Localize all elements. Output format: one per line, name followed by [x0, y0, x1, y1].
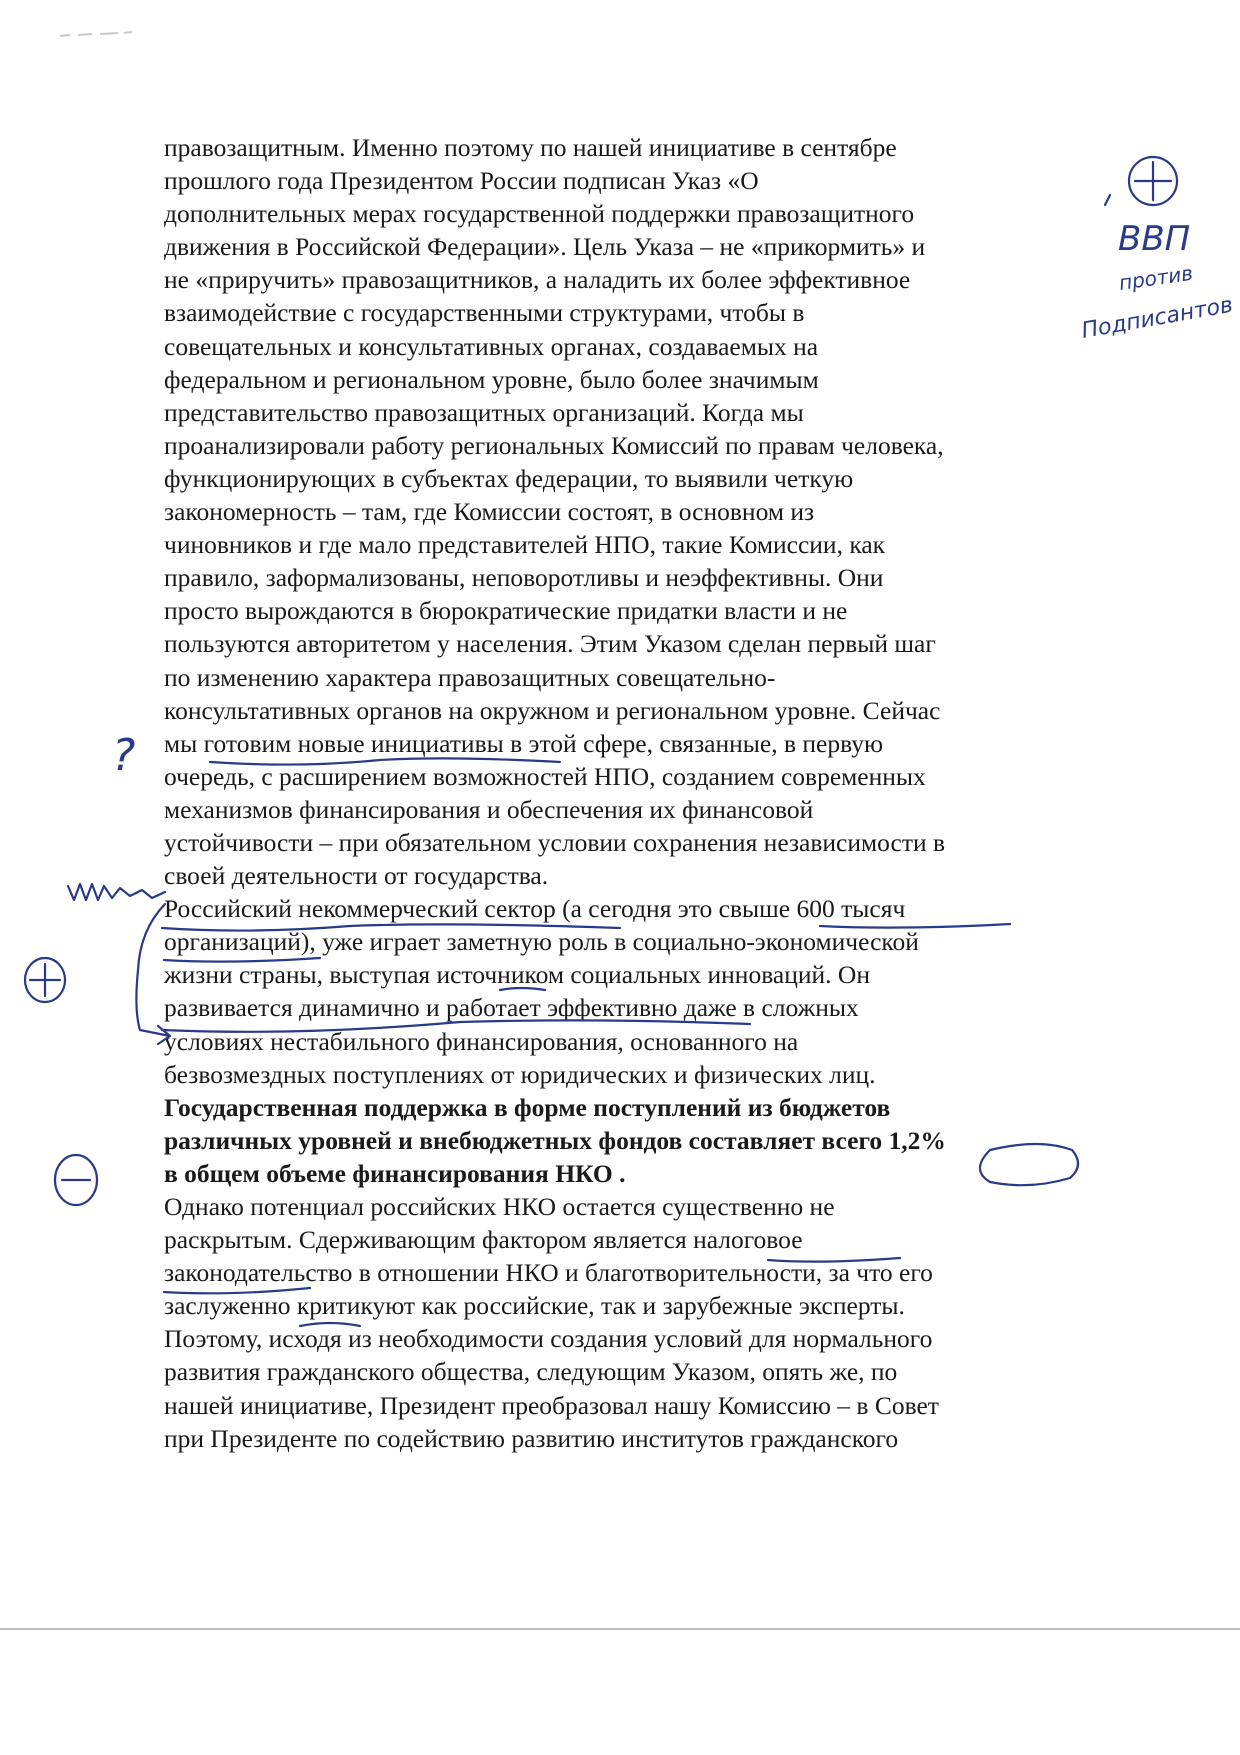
body-text	[164, 131, 1094, 1455]
annotation-vvp: ВВП	[1118, 219, 1191, 259]
circled-plus-left	[25, 958, 65, 1002]
document-line: законодательство в отношении НКО и благотворительности, за что его	[164, 1258, 933, 1288]
document-line: очередь, с расширением возможностей НПО, созданием современных	[164, 761, 926, 791]
document-line: прошлого года Президентом России подписан Указ «О	[164, 166, 759, 196]
zigzag-margin-mark	[68, 884, 165, 900]
document-line: условиях нестабильного финансирования, основанного на	[164, 1026, 799, 1056]
annotation-podpisantov: Подписантов	[1079, 292, 1235, 344]
circled-minus-left	[55, 1155, 97, 1205]
document-line: в общем объеме финансирования НКО .	[164, 1158, 626, 1188]
annotation-tick	[1105, 195, 1110, 205]
document-line: дополнительных мерах государственной поддержки правозащитного	[164, 199, 915, 229]
document-line: проанализировали работу региональных Комиссий по правам человека,	[164, 430, 944, 460]
document-line: федеральном и региональном уровне, было более значимым	[164, 364, 819, 394]
document-line: функционирующих в субъектах федерации, то выявили четкую	[164, 463, 854, 493]
document-line: закономерность – там, где Комиссии состоят, в основном из	[164, 497, 815, 527]
document-line: различных уровней и внебюджетных фондов составляет всего 1,2%	[164, 1125, 946, 1155]
document-line: правило, заформализованы, неповоротливы и неэффективны. Они	[164, 563, 884, 593]
document-line: взаимодействие с государственными структурами, чтобы в	[164, 298, 805, 328]
document-line: пользуются авторитетом у населения. Этим Указом сделан первый шаг	[164, 629, 936, 659]
document-line: представительство правозащитных организаций. Когда мы	[164, 397, 804, 427]
document-line: при Президенте по содействию развитию институтов гражданского	[164, 1423, 899, 1453]
document-line: раскрытым. Сдерживающим фактором является налоговое	[164, 1225, 803, 1255]
document-line: Российский некоммерческий сектор (а сегодня это свыше 600 тысяч	[164, 894, 906, 924]
document-line: просто вырождаются в бюрократические придатки власти и не	[164, 596, 848, 626]
document-line: Однако потенциал российских НКО остается существенно не	[164, 1192, 835, 1221]
document-line: не «приручить» правозащитников, а наладить их более эффективное	[164, 265, 911, 295]
scan-artifact-mark	[58, 30, 138, 40]
document-line: правозащитным. Именно поэтому по нашей инициативе в сентябре	[164, 133, 897, 162]
question-mark-annotation: ?	[112, 730, 136, 781]
annotation-protiv: против	[1117, 260, 1195, 295]
document-line: мы готовим новые инициативы в этой сфере, связанные, в первую	[164, 728, 884, 758]
document-line: механизмов финансирования и обеспечения их финансовой	[164, 794, 814, 824]
document-line: развития гражданского общества, следующим Указом, опять же, по	[164, 1357, 898, 1387]
document-line: своей деятельности от государства.	[164, 861, 549, 891]
document-line: жизни страны, выступая источником социальных инноваций. Он	[164, 960, 870, 990]
document-line: безвозмездных поступлениях от юридических и физических лиц.	[164, 1059, 876, 1089]
document-line: движения в Российской Федерации». Цель Указа – не «прикормить» и	[164, 232, 926, 262]
document-line: совещательных и консультативных органах, создаваемых на	[164, 331, 819, 361]
document-line: организаций), уже играет заметную роль в социально-экономической	[164, 927, 919, 957]
document-line: по изменению характера правозащитных совещательно-	[164, 662, 776, 692]
document-line: Поэтому, исходя из необходимости создания условий для нормального	[164, 1324, 933, 1354]
document-line: чиновников и где мало представителей НПО, такие Комиссии, как	[164, 530, 886, 560]
page-bottom-edge	[0, 1628, 1240, 1630]
document-line: консультативных органов на окружном и региональном уровне. Сейчас	[164, 695, 941, 725]
document-line: устойчивости – при обязательном условии сохранения независимости в	[164, 827, 946, 857]
document-line: развивается динамично и работает эффективно даже в сложных	[164, 993, 859, 1023]
document-line: Государственная поддержка в форме поступлений из бюджетов	[164, 1092, 891, 1122]
circled-plus-top-right	[1129, 157, 1177, 205]
document-line: нашей инициативе, Президент преобразовал нашу Комиссию – в Совет	[164, 1390, 939, 1420]
document-line: заслуженно критикуют как российские, так и зарубежные эксперты.	[164, 1291, 905, 1321]
